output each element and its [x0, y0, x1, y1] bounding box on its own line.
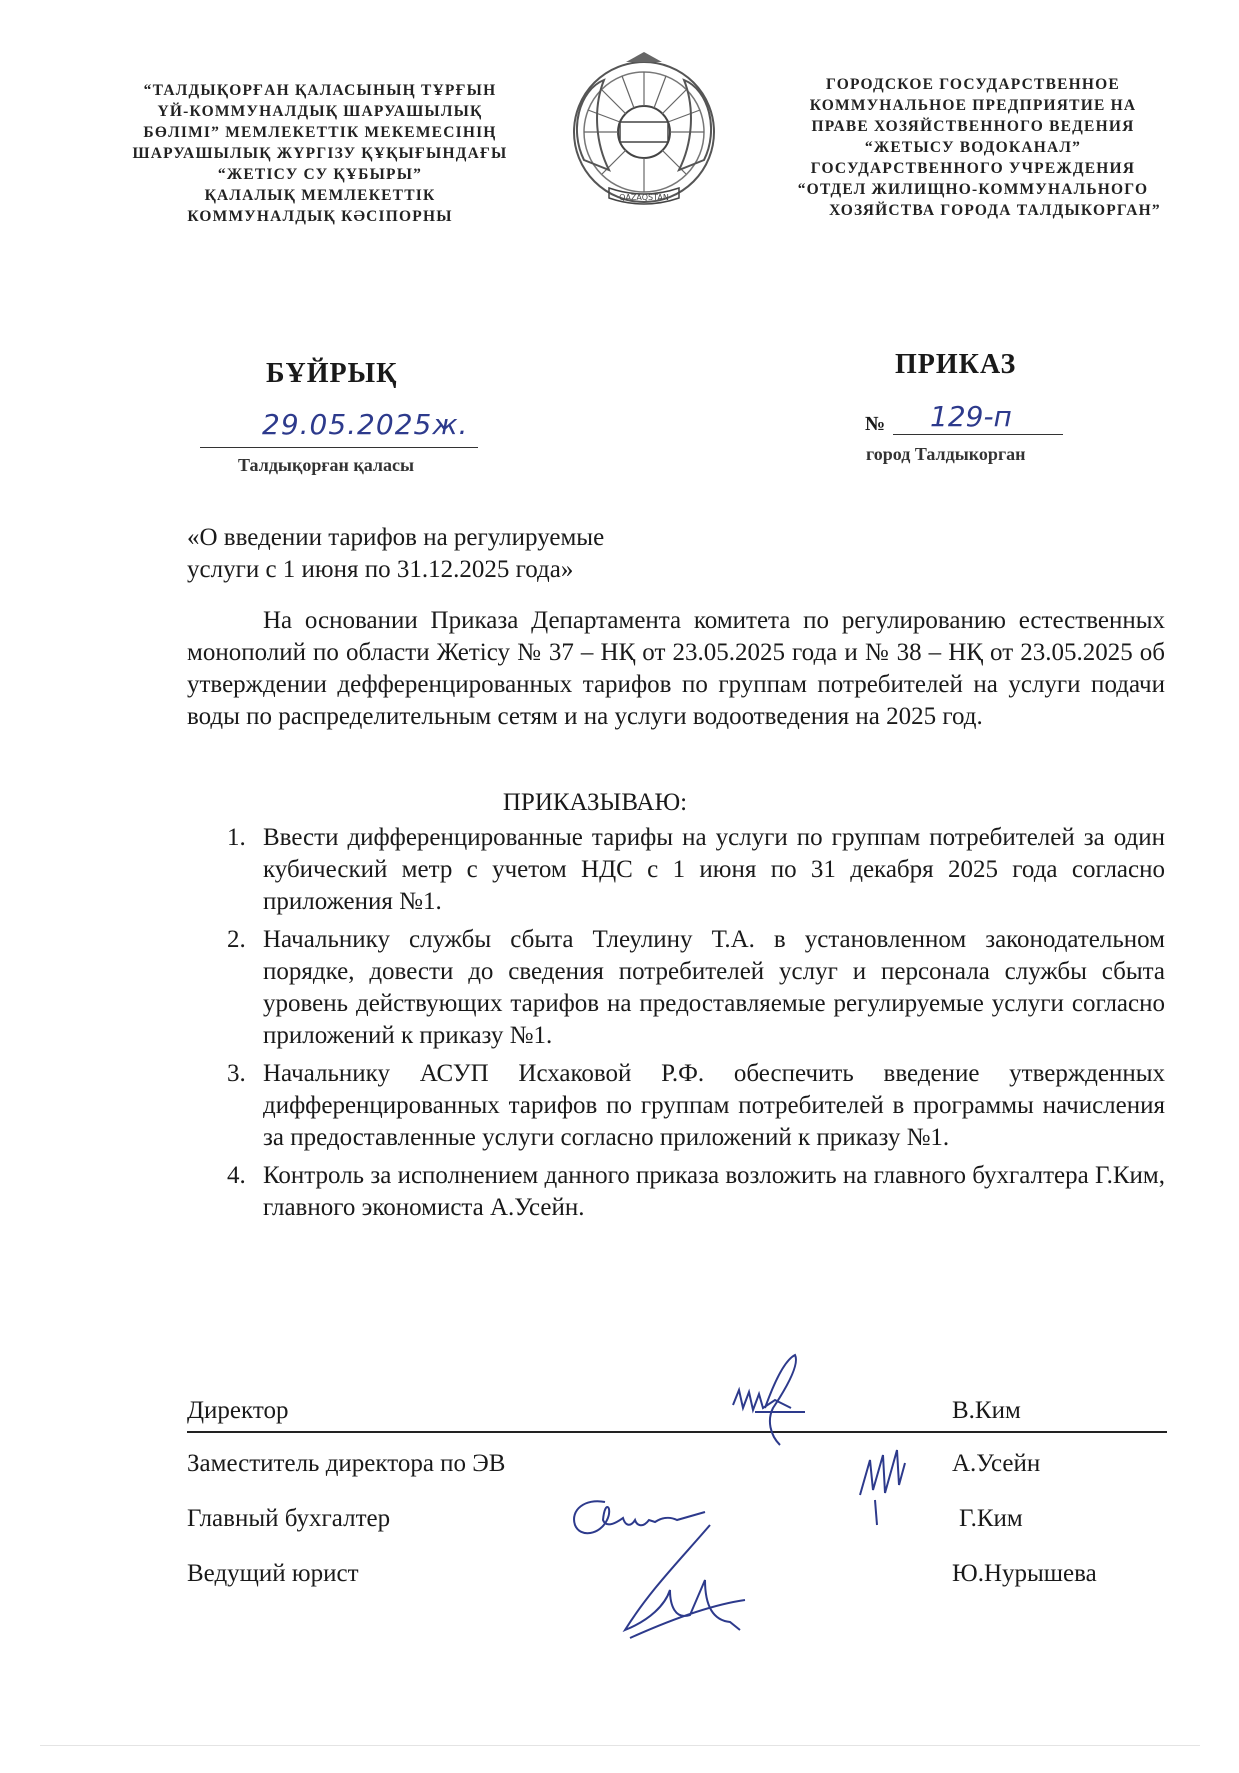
signer-role: Главный бухгалтер	[187, 1505, 391, 1532]
signature-row-deputy	[187, 1450, 1167, 1478]
order-word: ПРИКАЗЫВАЮ:	[502, 789, 688, 816]
item-text: Начальнику АСУП Исхаковой Р.Ф. обеспечить введение утвержденных дифференцированных тарифов по группам потребителей в программы начисления за предоставленные услуги согласно приложений к приказу №1.	[263, 1060, 1165, 1151]
item-number: 3.	[227, 1060, 246, 1087]
subject-line: услуги с 1 июня по 31.12.2025 года»	[187, 556, 574, 583]
page-bottom-border	[40, 1745, 1200, 1746]
header-line: БӨЛІМІ” МЕМЛЕКЕТТІК МЕКЕМЕСІНІҢ	[143, 124, 497, 141]
number-label: №	[865, 413, 886, 435]
title-kazakh: БҰЙРЫҚ	[266, 358, 398, 389]
item-text: Начальнику службы сбыта Тлеулину Т.А. в установленном законодательном порядке, довести до сведения потребителей услуг и персонала службы сбыта уровень действующих тарифов на предоставляемые регулируемые услуги согласно приложений к приказу №1.	[263, 926, 1165, 1049]
date-underline	[200, 447, 478, 448]
signer-name: Г.Ким	[959, 1505, 1023, 1532]
title-russian: ПРИКАЗ	[895, 349, 1017, 380]
emblem-text: QAZAQSTAN	[619, 193, 669, 202]
header-line: ХОЗЯЙСТВА ГОРОДА ТАЛДЫКОРГАН”	[829, 202, 1161, 219]
signer-name: В.Ким	[952, 1397, 1021, 1424]
header-line: ГОСУДАРСТВЕННОГО УЧРЕЖДЕНИЯ	[810, 160, 1136, 177]
list-item	[187, 822, 1165, 918]
header-line: ПРАВЕ ХОЗЯЙСТВЕННОГО ВЕДЕНИЯ	[811, 118, 1135, 135]
header-line: ГОРОДСКОЕ ГОСУДАРСТВЕННОЕ	[826, 76, 1120, 93]
lawyer-signature-icon	[610, 1520, 750, 1645]
header-russian	[738, 74, 1208, 221]
preamble-text: На основании Приказа Департамента комитета по регулированию естественных монополий по области Жетісу № 37 – НҚ от 23.05.2025 года и № 38 – НҚ от 23.05.2025 об утверждении дефференцированных тарифов по группам потребителей на услуги подачи воды по распределительным сетям и на услуги водоотведения на 2025 год.	[187, 607, 1165, 730]
header-line: КОММУНАЛЬНОЕ ПРЕДПРИЯТИЕ НА	[809, 97, 1137, 114]
item-text: Ввести дифференцированные тарифы на услуги по группам потребителей за один кубический метр с учетом НДС с 1 июня по 31 декабря 2025 года согласно приложения №1.	[263, 824, 1165, 915]
header-line: “ОТДЕЛ ЖИЛИЩНО-КОММУНАЛЬНОГО	[797, 181, 1149, 198]
header-line: КОММУНАЛДЫҚ КӘСІПОРНЫ	[187, 208, 453, 225]
header-line: “ТАЛДЫҚОРҒАН ҚАЛАСЫНЫҢ ТҰРҒЫН	[143, 82, 497, 99]
header-line: “ЖЕТЫСУ ВОДОКАНАЛ”	[864, 139, 1082, 156]
item-number: 4.	[227, 1162, 246, 1189]
subject-line: «О введении тарифов на регулируемые	[187, 524, 605, 551]
header-line: ШАРУАШЫЛЫҚ ЖҮРГІЗУ ҚҰҚЫҒЫНДАҒЫ	[132, 145, 508, 162]
list-item	[187, 1160, 1165, 1224]
item-text: Контроль за исполнением данного приказа возложить на главного бухгалтера Г.Ким, главного экономиста А.Усейн.	[263, 1162, 1165, 1221]
list-item	[187, 924, 1165, 1052]
signer-name: А.Усейн	[952, 1450, 1041, 1477]
preamble	[187, 605, 1165, 733]
order-number: 129-п	[930, 400, 1012, 433]
deputy-signature-icon	[855, 1445, 915, 1530]
item-number: 1.	[227, 824, 246, 851]
director-signature-icon	[725, 1350, 815, 1450]
header-line: ҮЙ-КОММУНАЛДЫҚ ШАРУАШЫЛЫҚ	[157, 103, 483, 120]
number-underline	[893, 434, 1063, 435]
order-date: 29.05.2025ж.	[262, 408, 469, 441]
signer-role: Директор	[187, 1397, 289, 1424]
signer-role: Заместитель директора по ЭВ	[187, 1450, 506, 1477]
city-kazakh: Талдықорған қаласы	[238, 455, 415, 475]
header-kazakh	[95, 80, 545, 227]
header-line: “ЖЕТІСУ СУ ҚҰБЫРЫ”	[217, 166, 423, 183]
city-russian: город Талдыкорган	[866, 444, 1026, 464]
item-number: 2.	[227, 926, 246, 953]
signer-name: Ю.Нурышева	[952, 1560, 1097, 1587]
list-item	[187, 1058, 1165, 1154]
state-emblem-icon	[564, 50, 724, 220]
signer-role: Ведущий юрист	[187, 1560, 359, 1587]
signature-row-director	[187, 1397, 1167, 1425]
signature-divider	[187, 1431, 1167, 1433]
order-subject	[187, 522, 604, 586]
header-line: ҚАЛАЛЫҚ МЕМЛЕКЕТТІК	[204, 187, 436, 204]
order-items	[187, 822, 1165, 1230]
